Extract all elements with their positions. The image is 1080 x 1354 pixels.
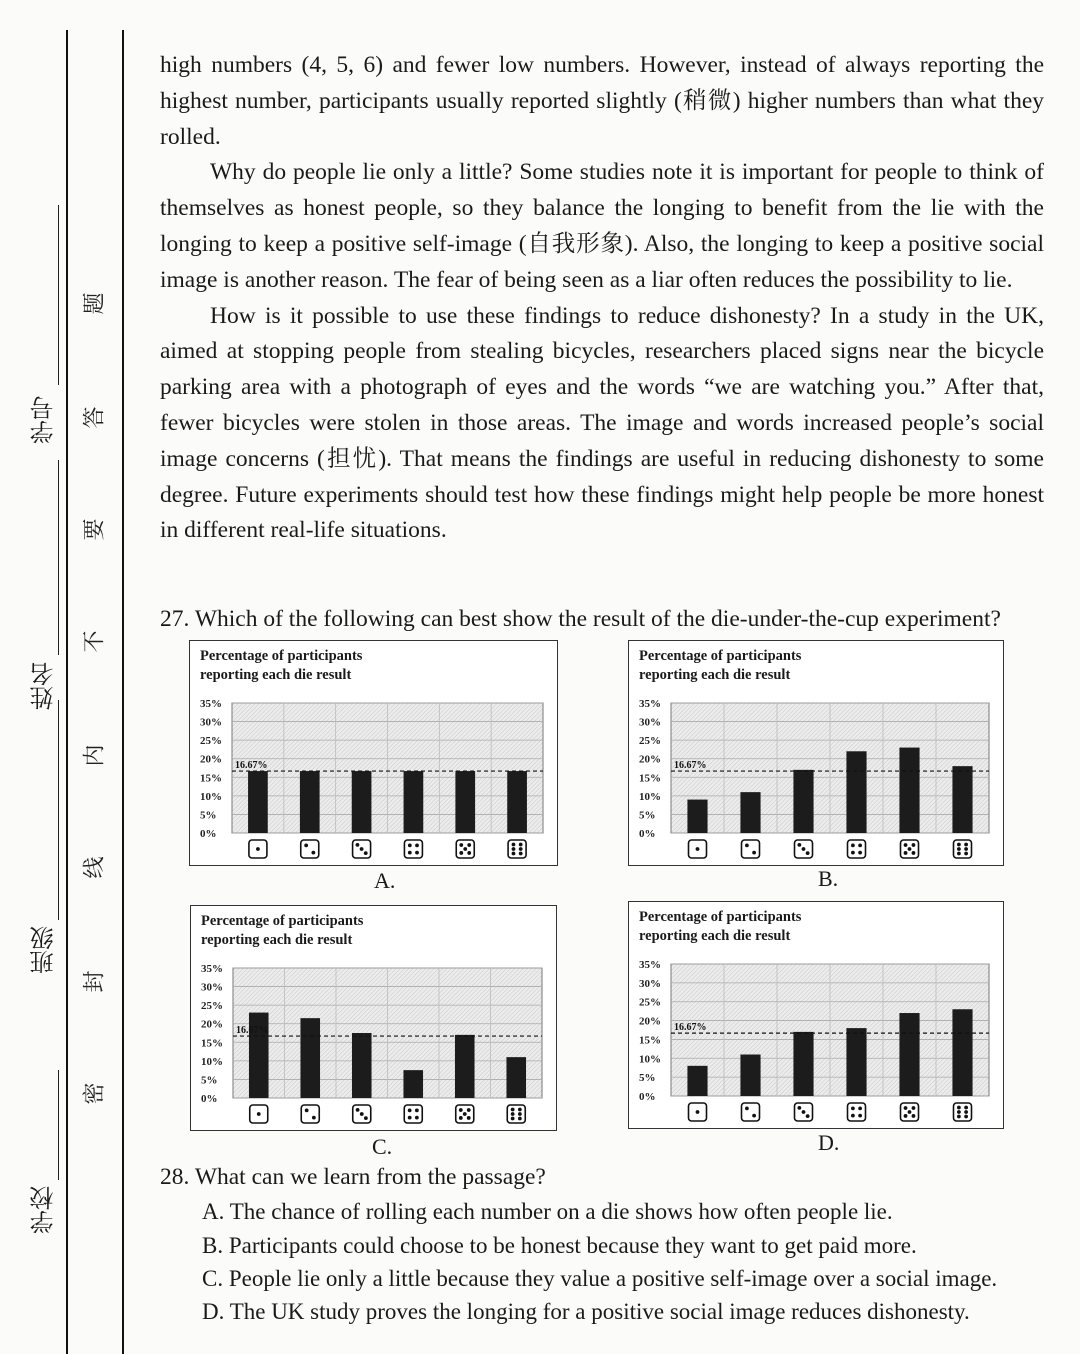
chart-option-d <box>628 901 1004 1129</box>
die-face-6-icon <box>508 840 526 858</box>
die-face-2-icon <box>301 1105 319 1123</box>
question-27: 27. Which of the following can best show the result of the die-under-the-cup experiment? <box>160 606 1001 632</box>
bar-1 <box>687 1066 707 1096</box>
y-tick-label: 25% <box>201 1000 223 1013</box>
y-tick-label: 5% <box>201 1074 218 1087</box>
bar-2 <box>740 1055 760 1096</box>
y-tick-label: 0% <box>639 828 656 840</box>
die-face-5-icon <box>901 840 919 858</box>
y-tick-label: 10% <box>639 1053 661 1066</box>
reference-label: 16.67% <box>674 1022 707 1034</box>
chart-title: Percentage of participants reporting each die result <box>200 648 363 683</box>
seal-char-yao: 要 <box>82 518 108 541</box>
bar-6 <box>506 1057 526 1098</box>
y-tick-label: 10% <box>200 790 222 803</box>
y-tick-label: 0% <box>639 1091 656 1103</box>
y-tick-label: 30% <box>200 716 222 729</box>
option-letter-c: C. <box>372 1134 393 1159</box>
chart-option-c <box>190 905 557 1131</box>
bar-5 <box>455 771 475 833</box>
die-face-2-icon <box>742 840 760 858</box>
bar-6 <box>952 1009 972 1096</box>
die-face-3-icon <box>353 840 371 858</box>
question-28-option-c: C. People lie only a little because they value a positive self-image over a social image. <box>202 1266 998 1291</box>
die-face-6-icon <box>954 1103 972 1121</box>
reference-label: 16.67% <box>674 760 707 772</box>
die-face-4-icon <box>848 1103 866 1121</box>
bar-3 <box>352 1033 372 1098</box>
die-face-5-icon <box>901 1103 919 1121</box>
y-tick-label: 25% <box>200 735 222 748</box>
seal-char-feng: 封 <box>82 970 108 993</box>
y-tick-label: 5% <box>639 809 656 822</box>
y-tick-label: 0% <box>200 828 217 840</box>
die-face-1-icon <box>689 1103 707 1121</box>
question-28-option-a: A. The chance of rolling each number on a die shows how often people lie. <box>202 1199 893 1224</box>
bar-1 <box>248 771 268 833</box>
reference-label: 16.67% <box>235 760 268 772</box>
die-face-4-icon <box>404 840 422 858</box>
y-tick-label: 20% <box>639 753 661 766</box>
field-student-number-line <box>58 205 59 385</box>
chart-title: Percentage of participants reporting each die result <box>201 913 364 948</box>
y-tick-label: 10% <box>639 790 661 803</box>
y-tick-label: 5% <box>200 809 217 822</box>
binding-line-inner <box>122 30 124 1354</box>
bar-6 <box>507 771 527 833</box>
die-face-1-icon <box>249 840 267 858</box>
die-face-2-icon <box>301 840 319 858</box>
y-tick-label: 15% <box>639 772 661 785</box>
die-face-3-icon <box>795 840 813 858</box>
field-name-line <box>58 460 59 655</box>
y-tick-label: 10% <box>201 1055 223 1068</box>
y-tick-label: 25% <box>639 996 661 1009</box>
option-letter-d: D. <box>818 1130 840 1155</box>
chart-plot <box>191 906 556 1130</box>
reference-label: 16.67% <box>236 1025 269 1037</box>
chart-title: Percentage of participants reporting each die result <box>639 909 802 944</box>
bar-4 <box>846 1028 866 1096</box>
y-tick-label: 35% <box>201 963 223 975</box>
seal-char-ti: 题 <box>82 292 108 315</box>
die-face-4-icon <box>404 1105 422 1123</box>
bar-5 <box>455 1035 475 1098</box>
die-face-3-icon <box>353 1105 371 1123</box>
seal-char-bu: 不 <box>82 630 108 653</box>
passage-paragraph-3: How is it possible to use these findings to reduce dishonesty? In a study in the UK, aimed at stopping people from stealing bicycles, researchers placed signs near the bicycle parking area with a photograph of eyes and the words “we are watching you.” After that, fewer bicycles were stolen in those areas. The image and words increased people’s social image concerns (担忧). That means the findings are useful in reducing dishonesty to some degree. Future experiments should test how these findings might help people be more honest in different real-life situations. <box>160 302 1044 544</box>
chart-title: Percentage of participants reporting each die result <box>639 648 802 683</box>
passage-paragraph-2: Why do people lie only a little? Some studies note it is important for people to think of themselves as honest people, so they balance the longing to benefit from the lie with the longing to keep a positive self-image (自我形象). Also, the longing to keep a positive social image is another reason. The fear of being seen as a liar often reduces the possibility to lie. <box>160 159 1044 293</box>
chart-option-b <box>628 640 1004 866</box>
option-letter-b: B. <box>818 866 839 891</box>
chart-plot <box>629 641 1003 865</box>
die-face-1-icon <box>250 1105 268 1123</box>
field-school: 学校 <box>30 1186 58 1234</box>
binding-line-outer <box>66 30 68 1354</box>
bar-3 <box>352 771 372 833</box>
field-school-line <box>58 1070 59 1180</box>
bar-4 <box>404 771 424 833</box>
seal-char-mi: 密 <box>82 1082 108 1105</box>
die-face-5-icon <box>456 1105 474 1123</box>
bar-5 <box>899 748 919 833</box>
field-student-number: 学号 <box>30 396 58 444</box>
die-face-3-icon <box>795 1103 813 1121</box>
chart-plot <box>629 902 1003 1128</box>
y-tick-label: 20% <box>200 753 222 766</box>
bar-3 <box>793 1032 813 1096</box>
field-name: 姓名 <box>30 662 58 710</box>
bar-2 <box>300 771 320 833</box>
die-face-5-icon <box>456 840 474 858</box>
y-tick-label: 35% <box>639 698 661 710</box>
bar-4 <box>403 1070 423 1098</box>
y-tick-label: 30% <box>639 716 661 729</box>
y-tick-label: 15% <box>201 1037 223 1050</box>
field-class-line <box>58 700 59 920</box>
y-tick-label: 0% <box>201 1093 218 1105</box>
bar-4 <box>846 751 866 833</box>
question-28-option-b: B. Participants could choose to be honest because they want to get paid more. <box>202 1233 917 1258</box>
bar-3 <box>793 770 813 833</box>
die-face-6-icon <box>507 1105 525 1123</box>
die-face-2-icon <box>742 1103 760 1121</box>
y-tick-label: 30% <box>201 981 223 994</box>
seal-char-da: 答 <box>82 406 108 429</box>
y-tick-label: 15% <box>200 772 222 785</box>
bar-5 <box>899 1013 919 1096</box>
question-28: 28. What can we learn from the passage? <box>160 1164 546 1190</box>
passage-paragraph-1: high numbers (4, 5, 6) and fewer low numbers. However, instead of always reporting the highest number, participants usually reported slightly (稍微) higher numbers than what they rolled. <box>160 52 1044 150</box>
y-tick-label: 30% <box>639 977 661 990</box>
seal-char-nei: 内 <box>82 744 108 767</box>
bar-2 <box>740 792 760 833</box>
reading-passage <box>160 48 1044 549</box>
bar-6 <box>952 766 972 833</box>
seal-char-xian: 线 <box>82 856 108 879</box>
y-tick-label: 20% <box>639 1015 661 1028</box>
bar-2 <box>300 1018 320 1098</box>
y-tick-label: 20% <box>201 1018 223 1031</box>
die-face-6-icon <box>954 840 972 858</box>
y-tick-label: 5% <box>639 1072 656 1085</box>
die-face-1-icon <box>689 840 707 858</box>
chart-option-a <box>189 640 558 866</box>
question-28-option-d: D. The UK study proves the longing for a positive social image reduces dishonesty. <box>202 1299 970 1324</box>
option-letter-a: A. <box>374 868 396 893</box>
bar-1 <box>687 800 707 833</box>
y-tick-label: 35% <box>639 959 661 971</box>
chart-plot <box>190 641 557 865</box>
die-face-4-icon <box>848 840 866 858</box>
field-class: 班级 <box>30 926 58 974</box>
y-tick-label: 25% <box>639 735 661 748</box>
y-tick-label: 35% <box>200 698 222 710</box>
y-tick-label: 15% <box>639 1034 661 1047</box>
